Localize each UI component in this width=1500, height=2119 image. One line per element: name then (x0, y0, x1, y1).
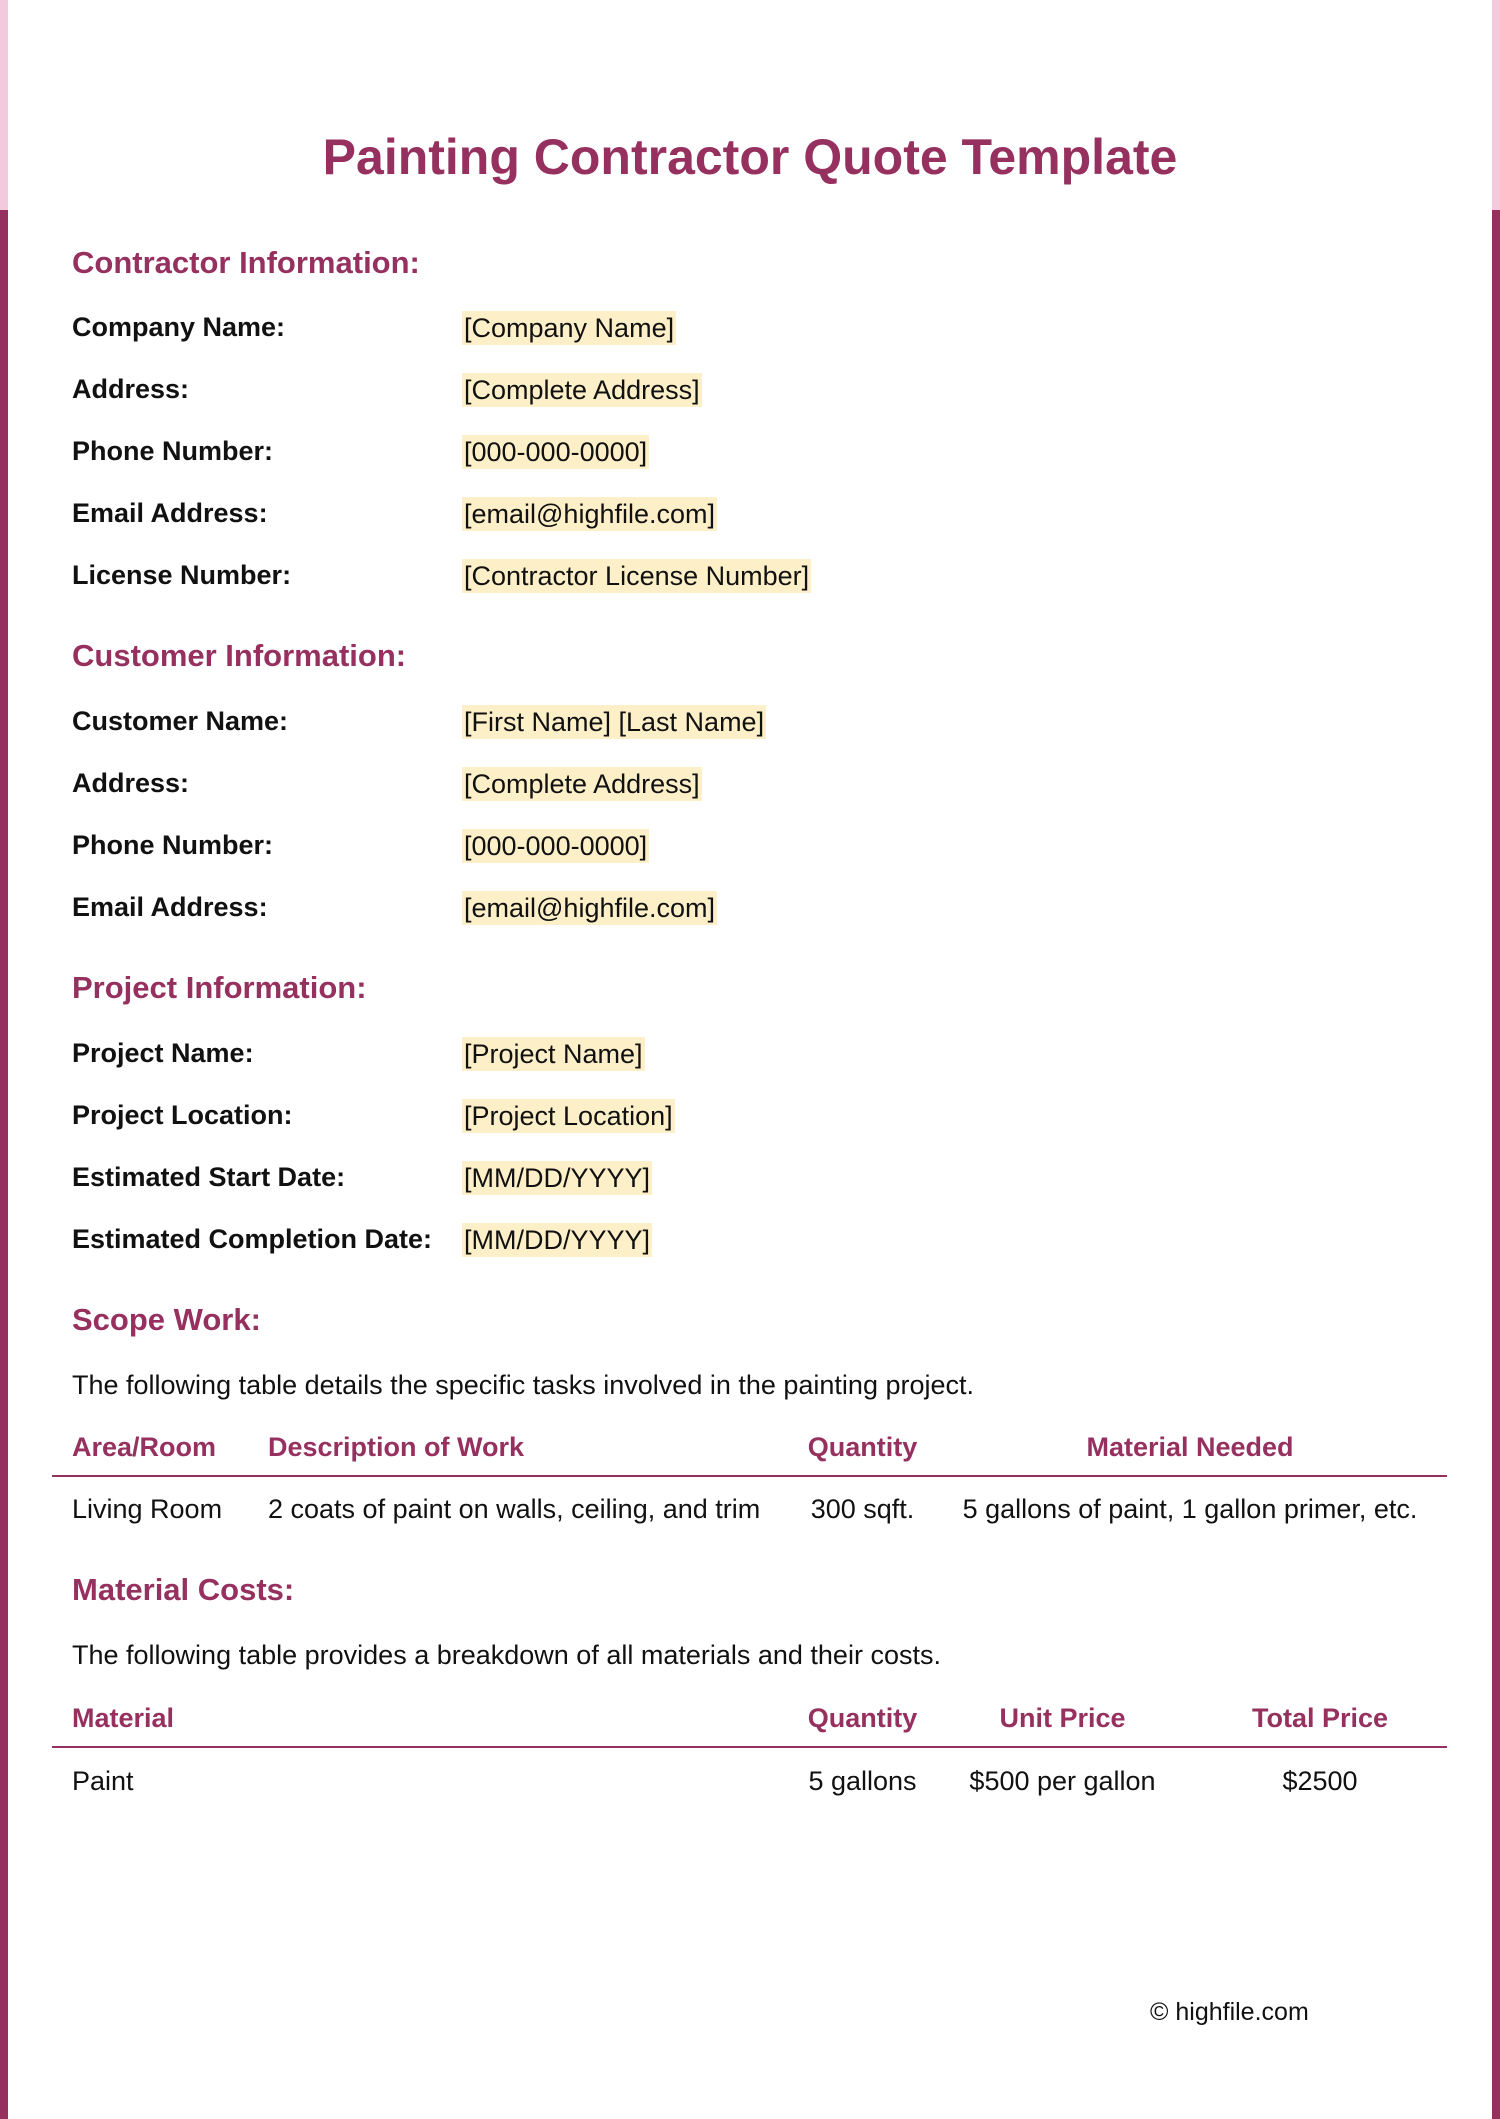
footer-copyright: © highfile.com (1150, 1998, 1309, 2026)
right-accent-bar (1492, 210, 1500, 2119)
customer-name-label: Customer Name: (72, 706, 289, 736)
project-name-field[interactable]: [Project Name] (464, 1039, 643, 1069)
project-completion-date-field[interactable]: [MM/DD/YYYY] (464, 1225, 651, 1255)
contractor-email-field[interactable]: [email@highfile.com] (464, 499, 716, 529)
materials-heading: Material Costs: (72, 1572, 295, 1607)
materials-col-unit-price: Unit Price (999, 1703, 1126, 1733)
customer-address-field[interactable]: [Complete Address] (464, 769, 700, 799)
customer-address-label: Address: (72, 768, 190, 798)
materials-intro: The following table provides a breakdown of all materials and their costs. (72, 1640, 941, 1670)
scope-cell-area: Living Room (72, 1494, 223, 1524)
contractor-company-field[interactable]: [Company Name] (464, 313, 675, 343)
project-heading: Project Information: (72, 970, 367, 1005)
materials-cell-total-price: $2500 (1282, 1766, 1358, 1796)
project-start-date-field[interactable]: [MM/DD/YYYY] (464, 1163, 651, 1193)
contractor-address-field[interactable]: [Complete Address] (464, 375, 700, 405)
materials-cell-quantity: 5 gallons (808, 1766, 917, 1796)
scope-col-material: Material Needed (1086, 1432, 1294, 1462)
project-location-field[interactable]: [Project Location] (464, 1101, 673, 1131)
materials-cell-unit-price: $500 per gallon (969, 1766, 1156, 1796)
customer-phone-field[interactable]: [000-000-0000] (464, 831, 648, 861)
scope-col-area: Area/Room (72, 1432, 217, 1462)
customer-email-field[interactable]: [email@highfile.com] (464, 893, 716, 923)
scope-col-quantity: Quantity (807, 1432, 918, 1462)
materials-table-rule (52, 1746, 1447, 1748)
project-completion-date-label: Estimated Completion Date: (72, 1224, 433, 1254)
contractor-heading: Contractor Information: (72, 245, 420, 280)
materials-col-total-price: Total Price (1251, 1703, 1389, 1733)
page-title: Painting Contractor Quote Template (322, 129, 1178, 185)
materials-col-material: Material (72, 1703, 175, 1733)
contractor-phone-label: Phone Number: (72, 436, 274, 466)
materials-cell-material: Paint (72, 1766, 134, 1796)
customer-name-field[interactable]: [First Name] [Last Name] (464, 707, 765, 737)
contractor-address-label: Address: (72, 374, 190, 404)
scope-table-rule (52, 1475, 1447, 1477)
contractor-license-field[interactable]: [Contractor License Number] (464, 561, 810, 591)
customer-phone-label: Phone Number: (72, 830, 274, 860)
materials-col-quantity: Quantity (807, 1703, 918, 1733)
contractor-company-label: Company Name: (72, 312, 286, 342)
contractor-email-label: Email Address: (72, 498, 268, 528)
customer-heading: Customer Information: (72, 638, 407, 673)
scope-cell-description: 2 coats of paint on walls, ceiling, and trim (268, 1494, 761, 1524)
left-accent-bar (0, 210, 8, 2119)
project-start-date-label: Estimated Start Date: (72, 1162, 346, 1192)
contractor-license-label: License Number: (72, 560, 292, 590)
customer-email-label: Email Address: (72, 892, 268, 922)
project-location-label: Project Location: (72, 1100, 293, 1130)
scope-intro: The following table details the specific tasks involved in the painting project. (72, 1370, 975, 1400)
scope-cell-quantity: 300 sqft. (810, 1494, 915, 1524)
scope-heading: Scope Work: (72, 1302, 261, 1337)
contractor-phone-field[interactable]: [000-000-0000] (464, 437, 648, 467)
project-name-label: Project Name: (72, 1038, 254, 1068)
scope-col-description: Description of Work (268, 1432, 525, 1462)
scope-cell-material: 5 gallons of paint, 1 gallon primer, etc. (962, 1494, 1418, 1524)
